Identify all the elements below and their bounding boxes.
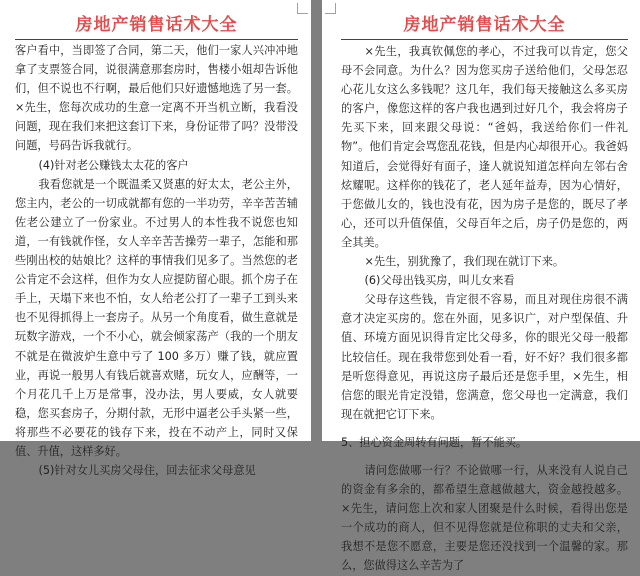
page-body — [341, 42, 628, 576]
paragraph-spacer — [341, 424, 628, 433]
page-header-title: 房地产销售话术大全 — [75, 15, 238, 35]
document-page-left — [0, 0, 311, 478]
page-body — [15, 41, 298, 480]
document-page-right — [322, 0, 640, 573]
page-corner-marker — [325, 3, 336, 14]
paragraph: ×先生，我真钦佩您的孝心，不过我可以肯定，您父母不会同意。为什么？因为您买房子送给他们，父母怎忍心花儿女这么多钱呢？这几年，我们每天接触这么多买房的客户，像您这样的客户我也遇到过好几个，我会将房子先买下来，回来跟父母说：“爸妈，我送给你们一件礼物”。他们肯定会骂您乱花钱，但是内心却很开心。我爸妈知道后，会觉得好有面子，逢人就说知道怎样向左邻右舍炫耀呢。这样你的钱花了，老人延年益寿，因为心情好，于您做儿女的，钱也没有花，因为房子是您的，既尽了孝心，还可以升值保值，父母百年之后，房子仍是您的，两全其美。 — [341, 45, 628, 249]
paragraph: 客户看中，当即签了合同，第二天，他们一家人兴冲冲地拿了支票签合同，说很满意那套房时，售楼小姐却告诉他们，但不说也不行啊，最后他们只好遗憾地选了另一套。×先生，您每次成功的生意一定离不开当机立断，我看没问题，现在我们来把这套订下来，身份证带了吗？没带没问题，号码告诉我就行。 — [15, 44, 298, 153]
page-header-title: 房地产销售话术大全 — [403, 15, 566, 35]
section-heading: 5、担心资金周转有问题，暂不能买。 — [341, 435, 528, 449]
paragraph-spacer — [341, 452, 628, 461]
page-corner-marker — [297, 3, 308, 14]
section-heading: (5)针对女儿买房父母住，回去征求父母意见 — [38, 464, 256, 478]
paragraph: 我看您就是一个既温柔又贤惠的好太太，老公主外，您主内，老公的一切成就都有您的一半功劳，辛辛苦苦辅佐老公建立了一份家业。不过男人的本性我不说您也知道，一有钱就作怪，女人辛辛苦苦操劳一辈子，怎能和那些刚出校的姑娘比？这样的事情我们见多了。当然您的老公肯定不会这样，但作为女人应提防留心眼。抓个房子在手上，天塌下来也不怕，女人给老公打了一辈子工到头来也不见得抓得上一套房子。从另一个角度看，做生意就是玩数字游戏，一个不小心，就会倾家荡产（我的一个朋友不就是在微波炉生意中亏了 100 多万）赚了钱，就应置业，再说一般男人有钱后就喜欢赌，玩女人，应酬等，一个月花几千上万是常事，没办法，男人要威，女人就要稳，您买套房子，分期付款，无形中逼老公手头紧一些，将那些不必要花的钱存下来，投在不动产上，同时又保值、升值，这样多好。 — [15, 177, 298, 458]
paragraph: ×先生，别犹豫了，我们现在就订下来。 — [364, 255, 565, 269]
header-divider — [341, 39, 628, 40]
paragraph: 父母存这些钱，肯定很不容易，而且对现住房很不满意才决定买房的。您在外面，见多识广，对户型保值、升值、环境方面见识得肯定比父母多，你的眼光父母一般都比较信任。现在我带您到处看一看，好不好？我们很多都是听您得意见，再说这房子最后还是您手里，×先生，相信您的眼光肯定没错，您满意，您父母也一定满意，我们现在就把它订下来。 — [341, 293, 628, 421]
section-heading: (4)针对老公赚钱太太花的客户 — [38, 158, 189, 172]
section-heading: (6)父母出钱买房，叫儿女来看 — [364, 274, 515, 288]
paragraph: 请问您做哪一行？不论做哪一行，从来没有人说自己的资金有多余的，都希望生意越做越大，资金越投越多。×先生，请问您上次和家人团聚是什么时候，看得出您是一个成功的商人，但不见得您就是位称职的丈夫和父亲，我想不是您不愿意，主要是您还没找到一个温馨的家。那么，您做得这么辛苦为了 — [341, 463, 628, 573]
header-divider — [15, 39, 298, 40]
